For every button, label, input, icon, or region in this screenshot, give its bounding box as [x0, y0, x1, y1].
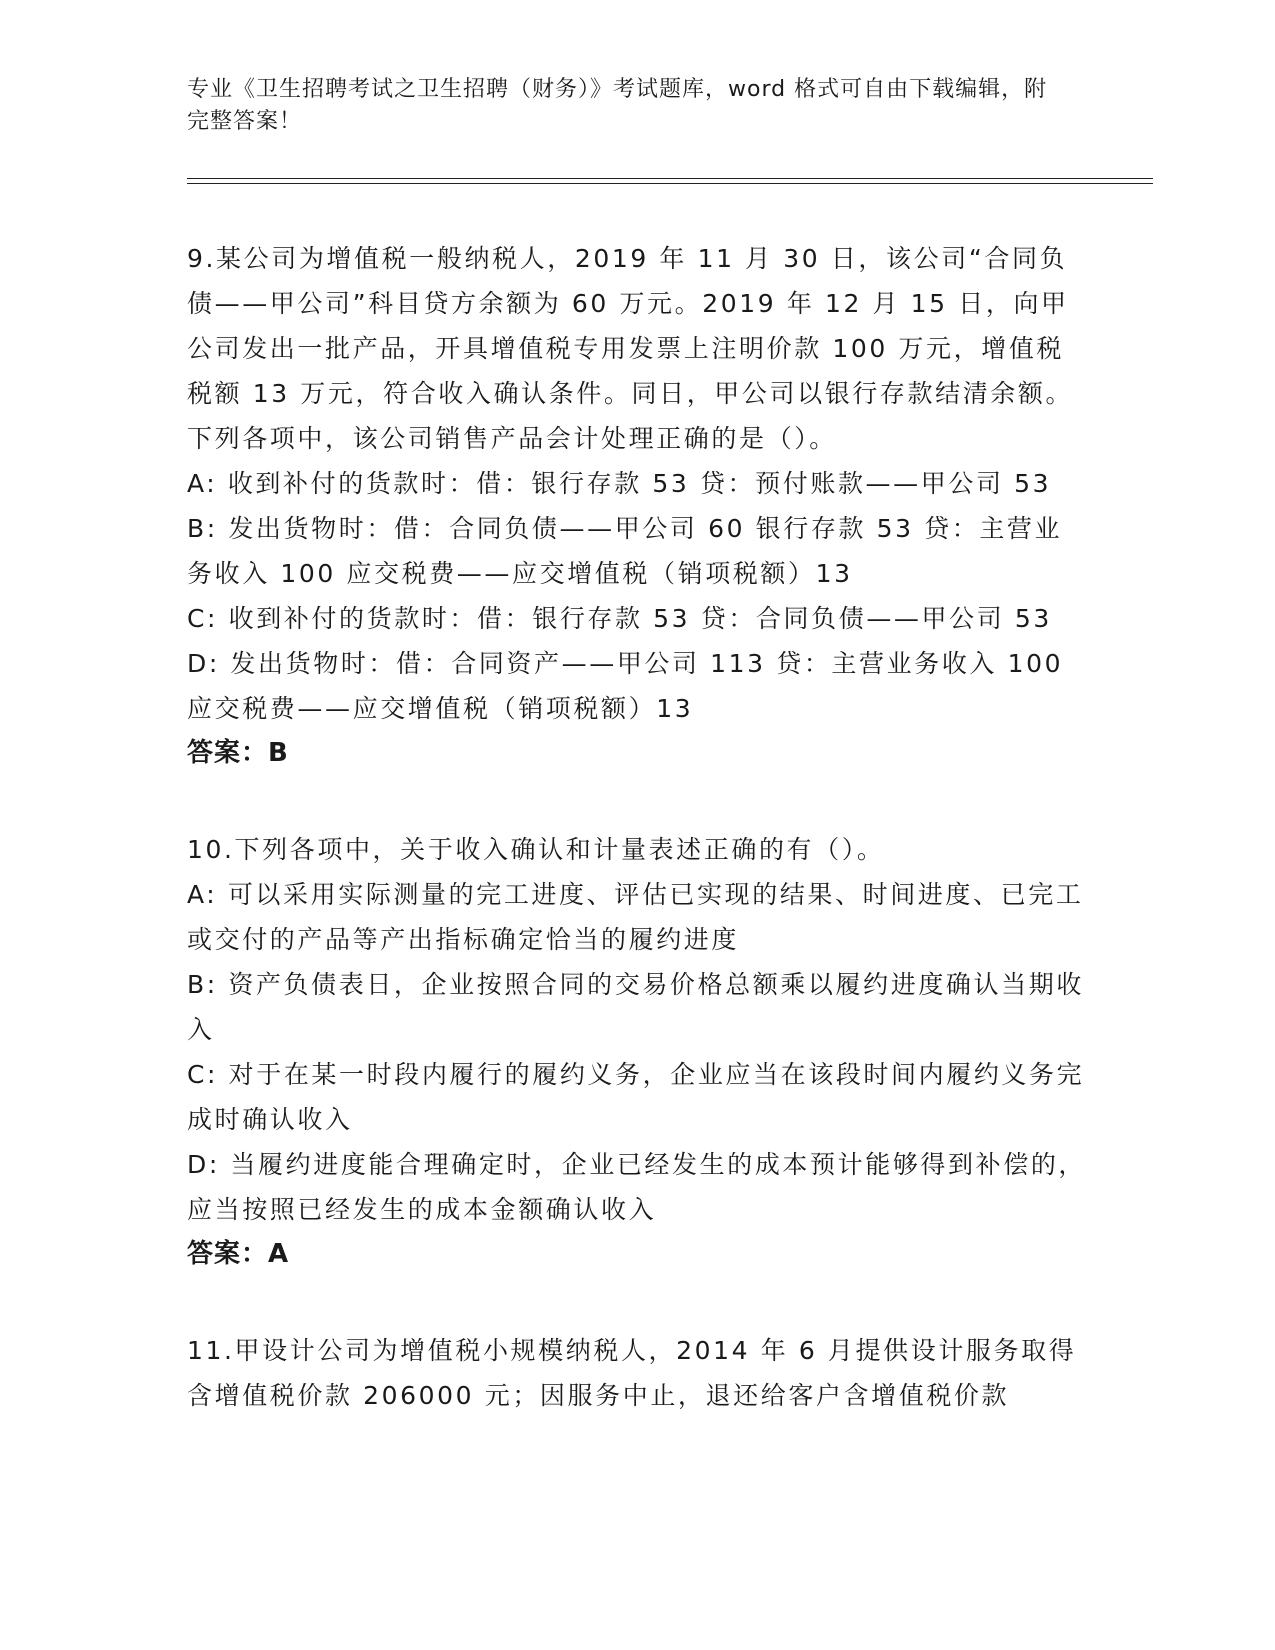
option-c: C: 收到补付的货款时：借：银行存款 53 贷：合同负债——甲公司 53 — [187, 604, 1052, 633]
header-text: 专业《卫生招聘考试之卫生招聘（财务）》考试题库，word 格式可自由下载编辑，附完整答案！ — [187, 77, 1048, 134]
answer: 答案：A — [187, 1239, 290, 1269]
answer: 答案：B — [187, 738, 289, 768]
option-b: B: 发出货物时：借：合同负债——甲公司 60 银行存款 53 贷：主营业务收入 100 应交税费——应交增值税（销项税额）13 — [187, 514, 1063, 588]
question-list — [187, 236, 1087, 1470]
question-11 — [187, 1328, 1087, 1418]
option-a: A: 可以采用实际测量的完工进度、评估已实现的结果、时间进度、已完工或交付的产品等产出指标确定恰当的履约进度 — [187, 880, 1084, 954]
header-rule-bottom — [187, 183, 1153, 184]
option-c: C: 对于在某一时段内履行的履约义务，企业应当在该段时间内履约义务完成时确认收入 — [187, 1060, 1085, 1134]
question-stem: 9.某公司为增值税一般纳税人，2019 年 11 月 30 日，该公司“合同负债——甲公司”科目贷方余额为 60 万元。2019 年 12 月 15 日，向甲公司发出一批产品，开具增值税专用发票上注明价款 100 万元，增值税税额 13 万元，符合收入确认条件。同日，甲公司以银行存款结清余额。下列各项中，该公司销售产品会计处理正确的是（）。 — [187, 244, 1074, 453]
question-10 — [187, 827, 1087, 1276]
question-9 — [187, 236, 1087, 775]
question-stem: 10.下列各项中，关于收入确认和计量表述正确的有（）。 — [187, 835, 885, 864]
header-rule-top — [187, 178, 1153, 179]
document-header — [187, 74, 1067, 138]
option-a: A: 收到补付的货款时：借：银行存款 53 贷：预付账款——甲公司 53 — [187, 469, 1052, 498]
option-b: B: 资产负债表日，企业按照合同的交易价格总额乘以履约进度确认当期收入 — [187, 970, 1084, 1044]
option-d: D: 发出货物时：借：合同资产——甲公司 113 贷：主营业务收入 100 应交税费——应交增值税（销项税额）13 — [187, 649, 1064, 723]
option-d: D: 当履约进度能合理确定时，企业已经发生的成本预计能够得到补偿的，应当按照已经发生的成本金额确认收入 — [187, 1150, 1087, 1224]
question-stem: 11.甲设计公司为增值税小规模纳税人，2014 年 6 月提供设计服务取得含增值税价款 206000 元；因服务中止，退还给客户含增值税价款 — [187, 1336, 1077, 1410]
